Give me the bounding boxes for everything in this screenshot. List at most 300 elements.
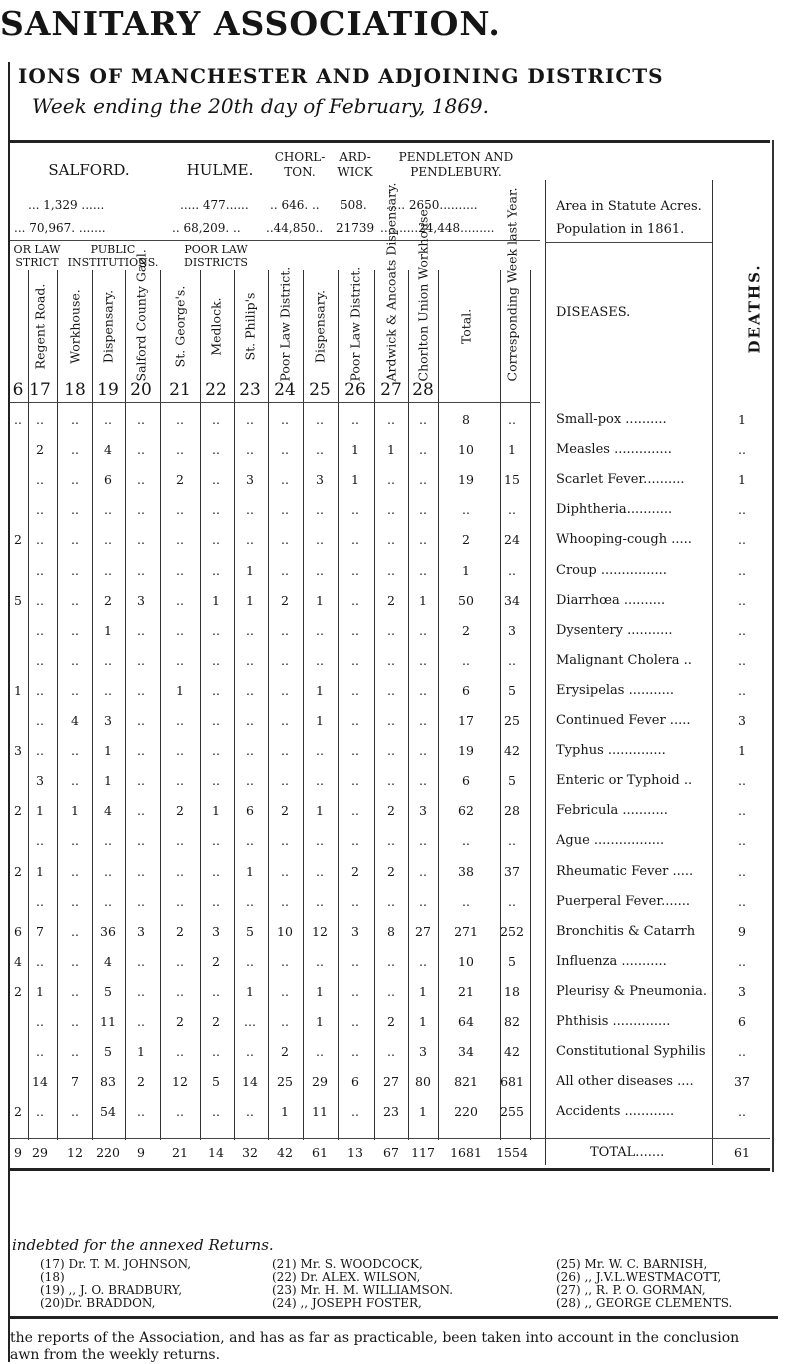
column-label: Corresponding Week last Year. bbox=[504, 187, 520, 382]
deaths-cell: .. bbox=[738, 1104, 746, 1120]
deaths-cell: .. bbox=[738, 833, 746, 849]
table-cell: 82 bbox=[504, 1014, 520, 1029]
table-cell: .. bbox=[212, 893, 220, 909]
deaths-left-rule bbox=[712, 180, 713, 1165]
table-cell: .. bbox=[387, 682, 395, 698]
table-cell: .. bbox=[176, 442, 184, 458]
table-cell: .. bbox=[246, 1044, 254, 1060]
disease-name: Scarlet Fever.......... bbox=[556, 472, 685, 488]
table-cell: 2 bbox=[281, 1044, 289, 1060]
table-cell: .. bbox=[316, 953, 324, 969]
column-divider bbox=[57, 270, 58, 1140]
table-cell: 1 bbox=[36, 803, 44, 819]
table-cell: 10 bbox=[277, 923, 293, 939]
table-cell: .. bbox=[316, 442, 324, 458]
table-cell: 6 bbox=[462, 773, 470, 789]
table-cell: 1 bbox=[104, 743, 112, 759]
table-cell: .. bbox=[212, 442, 220, 458]
table-cell: 1 bbox=[316, 592, 324, 608]
table-cell: .. bbox=[419, 682, 427, 698]
table-cell: .. bbox=[419, 502, 427, 518]
pop-hulme: .. 68,209. .. bbox=[172, 221, 241, 235]
table-cell: 24 bbox=[504, 532, 520, 548]
table-cell: 1 bbox=[351, 442, 359, 458]
column-divider bbox=[160, 270, 161, 1140]
table-cell: .. bbox=[36, 893, 44, 909]
table-cell: .. bbox=[508, 562, 516, 578]
table-cell: .. bbox=[387, 953, 395, 969]
column-number: 17 bbox=[29, 380, 51, 400]
table-cell: 1 bbox=[316, 1014, 324, 1029]
table-cell: .. bbox=[351, 1014, 359, 1029]
table-cell: 271 bbox=[454, 923, 478, 939]
table-cell: .. bbox=[246, 713, 254, 728]
table-cell: 2 bbox=[387, 803, 395, 819]
column-label: Workhouse. bbox=[67, 289, 83, 364]
table-cell: .. bbox=[176, 622, 184, 638]
table-cell: .. bbox=[212, 622, 220, 638]
table-cell: .. bbox=[176, 893, 184, 909]
column-divider bbox=[374, 270, 375, 1140]
table-cell: .. bbox=[387, 562, 395, 578]
table-cell: .. bbox=[137, 1104, 145, 1120]
table-cell: .. bbox=[71, 1044, 79, 1060]
total-cell: 42 bbox=[277, 1145, 293, 1160]
table-cell: .. bbox=[387, 743, 395, 759]
contributors-col-1 bbox=[40, 1258, 191, 1310]
table-cell: .. bbox=[137, 1014, 145, 1029]
table-cell: .. bbox=[212, 713, 220, 728]
pop-pendleton: ..........24,448......... bbox=[380, 221, 495, 235]
table-cell: .. bbox=[246, 622, 254, 638]
table-cell: .. bbox=[351, 622, 359, 638]
table-cell: .. bbox=[246, 652, 254, 668]
table-cell: 1 bbox=[212, 592, 220, 608]
column-number: 26 bbox=[344, 380, 366, 400]
table-cell: 3 bbox=[246, 472, 254, 488]
table-cell: .. bbox=[71, 682, 79, 698]
deaths-cell: .. bbox=[738, 532, 746, 548]
column-divider bbox=[338, 270, 339, 1140]
column-label: Ardwick & Ancoats Dispensary. bbox=[383, 182, 399, 382]
table-cell: .. bbox=[462, 833, 470, 849]
total-cell: 9 bbox=[137, 1145, 145, 1160]
table-cell: .. bbox=[176, 652, 184, 668]
total-cell: 12 bbox=[67, 1145, 83, 1160]
total-cell: 14 bbox=[208, 1145, 224, 1160]
table-cell: .. bbox=[351, 532, 359, 548]
column-number: 18 bbox=[64, 380, 86, 400]
table-cell: .. bbox=[508, 502, 516, 518]
table-cell: 7 bbox=[71, 1074, 79, 1090]
deaths-cell: .. bbox=[738, 502, 746, 518]
table-cell: 6 bbox=[14, 923, 22, 939]
contributor-24: (24) ,, JOSEPH FOSTER, bbox=[272, 1296, 422, 1310]
deaths-cell: 1 bbox=[738, 412, 746, 427]
table-cell: .. bbox=[246, 833, 254, 849]
table-cell: .. bbox=[212, 1104, 220, 1120]
table-cell: .. bbox=[419, 562, 427, 578]
disease-name: Whooping-cough ..... bbox=[556, 532, 692, 548]
table-cell: .. bbox=[36, 682, 44, 698]
table-cell: .. bbox=[281, 502, 289, 518]
footer-rule bbox=[8, 1316, 778, 1319]
table-right-rule bbox=[772, 140, 774, 1172]
column-divider bbox=[268, 270, 269, 1140]
table-cell: 1 bbox=[419, 983, 427, 999]
table-cell: .. bbox=[351, 833, 359, 849]
table-cell: 10 bbox=[458, 442, 474, 458]
table-cell: .. bbox=[71, 983, 79, 999]
table-cell: 54 bbox=[100, 1104, 116, 1120]
total-cell: 67 bbox=[383, 1145, 399, 1160]
table-cell: 1 bbox=[104, 622, 112, 638]
table-cell: .. bbox=[351, 803, 359, 819]
table-cell: .. bbox=[508, 893, 516, 909]
table-cell: .. bbox=[36, 1014, 44, 1029]
table-cell: 252 bbox=[500, 923, 524, 939]
table-cell: 19 bbox=[458, 743, 474, 759]
total-label: TOTAL....... bbox=[590, 1145, 665, 1160]
table-cell: .. bbox=[71, 893, 79, 909]
table-cell: .. bbox=[36, 1044, 44, 1060]
table-cell: .. bbox=[351, 713, 359, 728]
total-cell: 9 bbox=[14, 1145, 22, 1160]
table-cell: .. bbox=[281, 622, 289, 638]
table-cell: .. bbox=[71, 1014, 79, 1029]
diseases-left-rule bbox=[545, 180, 546, 1165]
table-cell: 1 bbox=[419, 592, 427, 608]
deaths-cell: 1 bbox=[738, 472, 746, 488]
table-cell: .. bbox=[104, 412, 112, 427]
group-chorlton: CHORL- TON. bbox=[274, 150, 326, 179]
table-cell: 29 bbox=[312, 1074, 328, 1090]
table-cell: .. bbox=[212, 743, 220, 759]
table-cell: 5 bbox=[212, 1074, 220, 1090]
table-cell: 1 bbox=[176, 682, 184, 698]
table-cell: .. bbox=[137, 562, 145, 578]
disease-name: Measles .............. bbox=[556, 442, 672, 458]
table-cell: .. bbox=[281, 532, 289, 548]
column-divider bbox=[28, 270, 29, 1140]
table-cell: .. bbox=[281, 652, 289, 668]
table-cell: .. bbox=[36, 622, 44, 638]
table-cell: .. bbox=[281, 833, 289, 849]
table-cell: .. bbox=[212, 412, 220, 427]
table-cell: .. bbox=[212, 652, 220, 668]
deaths-cell: .. bbox=[738, 652, 746, 668]
table-cell: 681 bbox=[500, 1074, 524, 1090]
table-cell: .. bbox=[212, 472, 220, 488]
table-cell: .. bbox=[71, 833, 79, 849]
table-cell: 2 bbox=[462, 532, 470, 548]
deaths-cell: .. bbox=[738, 803, 746, 819]
deaths-cell: .. bbox=[738, 592, 746, 608]
table-cell: 2 bbox=[462, 622, 470, 638]
table-cell: .. bbox=[137, 773, 145, 789]
table-cell: 5 bbox=[104, 1044, 112, 1060]
deaths-cell: .. bbox=[738, 682, 746, 698]
week-line: Week ending the 20th day of February, 1869. bbox=[32, 94, 490, 118]
table-cell: .. bbox=[281, 472, 289, 488]
table-cell: 1 bbox=[316, 803, 324, 819]
table-cell: .. bbox=[387, 713, 395, 728]
table-cell: .. bbox=[104, 833, 112, 849]
table-cell: .. bbox=[36, 743, 44, 759]
table-cell: .. bbox=[419, 622, 427, 638]
table-cell: .. bbox=[36, 713, 44, 728]
table-cell: .. bbox=[387, 983, 395, 999]
table-cell: 3 bbox=[316, 472, 324, 488]
table-cell: .. bbox=[351, 652, 359, 668]
table-cell: 4 bbox=[104, 803, 112, 819]
table-cell: .. bbox=[419, 652, 427, 668]
disease-name: Rheumatic Fever ..... bbox=[556, 863, 694, 879]
table-cell: .. bbox=[387, 532, 395, 548]
table-cell: .. bbox=[316, 652, 324, 668]
table-cell: .. bbox=[419, 773, 427, 789]
table-cell: 1 bbox=[316, 983, 324, 999]
table-cell: 821 bbox=[454, 1074, 478, 1090]
table-cell: .. bbox=[212, 1044, 220, 1060]
column-divider bbox=[500, 270, 501, 1140]
table-cell: 2 bbox=[14, 532, 22, 548]
deaths-cell: .. bbox=[738, 1044, 746, 1060]
table-cell: .. bbox=[36, 502, 44, 518]
total-cell: 13 bbox=[347, 1145, 363, 1160]
table-cell: .. bbox=[281, 562, 289, 578]
table-cell: .. bbox=[176, 532, 184, 548]
table-cell: 14 bbox=[32, 1074, 48, 1090]
table-cell: .. bbox=[246, 893, 254, 909]
table-cell: 42 bbox=[504, 1044, 520, 1060]
table-cell: 34 bbox=[458, 1044, 474, 1060]
column-label: Salford County Gaol. bbox=[133, 249, 149, 382]
group-hulme: HULME. bbox=[186, 161, 254, 179]
table-cell: .. bbox=[176, 592, 184, 608]
table-cell: 1 bbox=[36, 983, 44, 999]
table-cell: .. bbox=[419, 412, 427, 427]
table-cell: 83 bbox=[100, 1074, 116, 1090]
deaths-cell: 1 bbox=[738, 743, 746, 759]
table-cell: 8 bbox=[462, 412, 470, 427]
table-cell: .. bbox=[351, 682, 359, 698]
table-cell: .. bbox=[281, 983, 289, 999]
disease-name: Accidents ............ bbox=[556, 1104, 675, 1120]
total-cell: 220 bbox=[96, 1145, 120, 1160]
table-cell: .. bbox=[71, 562, 79, 578]
subgroup-hulme-poor-law: POOR LAW DISTRICTS bbox=[184, 243, 248, 269]
table-cell: .. bbox=[281, 773, 289, 789]
column-divider bbox=[303, 270, 304, 1140]
column-number: 6 bbox=[12, 380, 24, 400]
table-cell: 220 bbox=[454, 1104, 478, 1120]
column-divider bbox=[200, 270, 201, 1140]
subgroup-public-institutions: PUBLIC INSTITUTIONS. bbox=[67, 243, 159, 269]
table-cell: .. bbox=[246, 502, 254, 518]
table-cell: .. bbox=[316, 773, 324, 789]
table-cell: .. bbox=[419, 953, 427, 969]
table-cell: 12 bbox=[312, 923, 328, 939]
table-cell: 42 bbox=[504, 743, 520, 759]
table-cell: .. bbox=[14, 412, 22, 427]
table-cell: 2 bbox=[14, 803, 22, 819]
column-number: 28 bbox=[412, 380, 434, 400]
table-cell: .. bbox=[316, 893, 324, 909]
table-cell: 2 bbox=[281, 592, 289, 608]
table-cell: .. bbox=[419, 532, 427, 548]
disease-name: Erysipelas ........... bbox=[556, 682, 675, 698]
table-cell: .. bbox=[137, 713, 145, 728]
table-cell: .. bbox=[104, 502, 112, 518]
reports-line-2: awn from the weekly returns. bbox=[10, 1347, 221, 1363]
table-cell: .. bbox=[246, 773, 254, 789]
disease-name: Diarrhœa .......... bbox=[556, 592, 666, 608]
table-cell: .. bbox=[281, 743, 289, 759]
deaths-cell: .. bbox=[738, 773, 746, 789]
table-cell: .. bbox=[316, 622, 324, 638]
table-cell: .. bbox=[71, 532, 79, 548]
table-cell: 2 bbox=[176, 472, 184, 488]
contributors-col-2 bbox=[272, 1258, 453, 1310]
indebted-line: indebted for the annexed Returns. bbox=[12, 1236, 274, 1254]
disease-name: Pleurisy & Pneumonia. bbox=[556, 983, 707, 999]
table-cell: 2 bbox=[104, 592, 112, 608]
subgroup-salford-poor-law: OR LAW STRICT bbox=[13, 243, 61, 269]
table-cell: .. bbox=[36, 412, 44, 427]
disease-name: Febricula ........... bbox=[556, 803, 668, 819]
table-cell: 3 bbox=[508, 622, 516, 638]
diseases-header: DISEASES. bbox=[556, 305, 631, 320]
table-cell: .. bbox=[351, 412, 359, 427]
table-cell: 36 bbox=[100, 923, 116, 939]
table-cell: 3 bbox=[419, 803, 427, 819]
table-cell: .. bbox=[176, 983, 184, 999]
table-cell: 1 bbox=[71, 803, 79, 819]
total-cell: 61 bbox=[312, 1145, 328, 1160]
table-cell: 2 bbox=[387, 592, 395, 608]
table-cell: .. bbox=[176, 1104, 184, 1120]
table-cell: .. bbox=[137, 502, 145, 518]
deaths-cell: 3 bbox=[738, 713, 746, 728]
column-number: 24 bbox=[274, 380, 296, 400]
table-cell: 23 bbox=[383, 1104, 399, 1120]
table-cell: .. bbox=[351, 743, 359, 759]
area-salford: ... 1,329 ...... bbox=[28, 198, 105, 212]
table-cell: .. bbox=[419, 863, 427, 879]
table-cell: 2 bbox=[14, 983, 22, 999]
table-cell: .. bbox=[351, 562, 359, 578]
contributor-27: (27) ,, R. P. O. GORMAN, bbox=[556, 1283, 706, 1297]
disease-name: Phthisis .............. bbox=[556, 1014, 671, 1029]
table-cell: 1 bbox=[316, 713, 324, 728]
area-chorlton: .. 646. .. bbox=[270, 198, 320, 212]
table-cell: .. bbox=[281, 412, 289, 427]
table-cell: .. bbox=[316, 532, 324, 548]
table-cell: .. bbox=[36, 562, 44, 578]
table-cell: 10 bbox=[458, 953, 474, 969]
table-cell: .. bbox=[176, 1044, 184, 1060]
deaths-cell: 9 bbox=[738, 923, 746, 939]
table-cell: .. bbox=[246, 743, 254, 759]
table-cell: .. bbox=[36, 953, 44, 969]
table-cell: .. bbox=[71, 923, 79, 939]
contributor-17: (17) Dr. T. M. JOHNSON, bbox=[40, 1257, 192, 1271]
table-cell: .. bbox=[246, 532, 254, 548]
table-cell: .. bbox=[212, 983, 220, 999]
table-cell: .. bbox=[387, 833, 395, 849]
deaths-cell: 6 bbox=[738, 1014, 746, 1029]
group-salford: SALFORD. bbox=[48, 161, 130, 179]
table-cell: .. bbox=[419, 472, 427, 488]
total-cell: 21 bbox=[172, 1145, 188, 1160]
table-cell: .. bbox=[419, 442, 427, 458]
table-cell: .. bbox=[104, 863, 112, 879]
total-cell: 1681 bbox=[450, 1145, 482, 1160]
table-cell: 1 bbox=[104, 773, 112, 789]
table-cell: .. bbox=[212, 833, 220, 849]
table-cell: 1 bbox=[212, 803, 220, 819]
column-label: St. Philip's bbox=[242, 292, 258, 361]
table-cell: 3 bbox=[419, 1044, 427, 1060]
table-cell: .. bbox=[351, 773, 359, 789]
table-cell: 5 bbox=[508, 682, 516, 698]
area-hulme: ..... 477...... bbox=[180, 198, 249, 212]
disease-name: Constitutional Syphilis bbox=[556, 1044, 706, 1060]
table-cell: .. bbox=[387, 502, 395, 518]
table-cell: .. bbox=[246, 682, 254, 698]
table-cell: 1 bbox=[246, 983, 254, 999]
table-cell: 2 bbox=[212, 1014, 220, 1029]
table-cell: .. bbox=[176, 502, 184, 518]
area-label: Area in Statute Acres. bbox=[556, 199, 702, 214]
disease-name: Typhus .............. bbox=[556, 743, 666, 759]
table-cell: 14 bbox=[242, 1074, 258, 1090]
table-cell: 2 bbox=[212, 953, 220, 969]
column-label: Regent Road. bbox=[32, 283, 48, 370]
column-divider bbox=[125, 270, 126, 1140]
table-cell: .. bbox=[212, 532, 220, 548]
area-pendleton: ..... 2650.......... bbox=[386, 198, 478, 212]
table-cell: .. bbox=[419, 743, 427, 759]
column-number: 22 bbox=[205, 380, 227, 400]
table-cell: 5 bbox=[246, 923, 254, 939]
disease-name: Bronchitis & Catarrh bbox=[556, 923, 696, 939]
column-label: Dispensary. bbox=[100, 289, 116, 364]
table-cell: 12 bbox=[172, 1074, 188, 1090]
table-cell: .. bbox=[212, 562, 220, 578]
pop-chorlton: ..44,850.. bbox=[266, 221, 324, 235]
table-cell: .. bbox=[71, 773, 79, 789]
table-cell: 17 bbox=[458, 713, 474, 728]
table-cell: 3 bbox=[137, 923, 145, 939]
table-cell: 18 bbox=[504, 983, 520, 999]
table-cell: .. bbox=[246, 442, 254, 458]
table-cell: .. bbox=[212, 773, 220, 789]
disease-name: Small-pox .......... bbox=[556, 412, 667, 427]
table-cell: 1 bbox=[419, 1104, 427, 1120]
deaths-cell: .. bbox=[738, 562, 746, 578]
table-cell: .. bbox=[137, 983, 145, 999]
table-cell: .. bbox=[36, 833, 44, 849]
table-cell: .. bbox=[387, 472, 395, 488]
disease-name: Ague ................. bbox=[556, 833, 665, 849]
table-cell: 64 bbox=[458, 1014, 474, 1029]
column-label: Poor Law District. bbox=[277, 266, 293, 382]
table-cell: 255 bbox=[500, 1104, 524, 1120]
table-cell: 28 bbox=[504, 803, 520, 819]
table-cell: .. bbox=[351, 592, 359, 608]
